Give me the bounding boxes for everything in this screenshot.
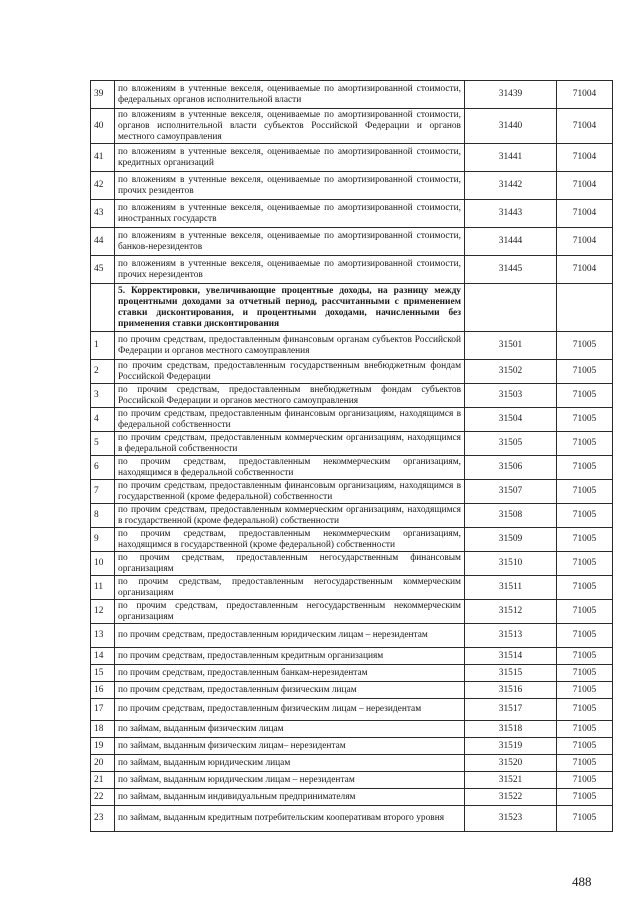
- row-description: по вложениям в учтенные векселя, оцениваемые по амортизированной стоимости, иностранных государств: [115, 200, 465, 228]
- row-code: 31502: [465, 360, 557, 384]
- row-description: по прочим средствам, предоставленным физическим лицам – нерезидентам: [115, 699, 465, 721]
- row-code: 31514: [465, 648, 557, 665]
- table-row: [91, 109, 613, 144]
- table-row: [91, 228, 613, 256]
- accounts-table: [90, 80, 613, 832]
- table-row: [91, 576, 613, 600]
- row-account: 71005: [557, 600, 613, 624]
- row-account: 71005: [557, 332, 613, 360]
- row-number: 39: [91, 81, 115, 109]
- row-description: по прочим средствам, предоставленным физическим лицам: [115, 682, 465, 699]
- row-code: 31506: [465, 456, 557, 480]
- row-number: 23: [91, 806, 115, 832]
- row-number: 19: [91, 738, 115, 755]
- row-code: 31515: [465, 665, 557, 682]
- row-number: 9: [91, 528, 115, 552]
- row-number: 22: [91, 789, 115, 806]
- table-row: [91, 144, 613, 172]
- row-number: 3: [91, 384, 115, 408]
- row-code: 31520: [465, 755, 557, 772]
- row-description: по займам, выданным физическим лицам: [115, 721, 465, 738]
- row-account: 71005: [557, 699, 613, 721]
- row-code: 31517: [465, 699, 557, 721]
- table-row: [91, 552, 613, 576]
- row-description: по прочим средствам, предоставленным банкам-нерезидентам: [115, 665, 465, 682]
- row-code: 31522: [465, 789, 557, 806]
- row-description: по прочим средствам, предоставленным государственным внебюджетным фондам Российской Федерации: [115, 360, 465, 384]
- table-row: [91, 648, 613, 665]
- row-description: по прочим средствам, предоставленным финансовым организациям, находящимся в федеральной собственности: [115, 408, 465, 432]
- row-number: 6: [91, 456, 115, 480]
- row-account: 71005: [557, 721, 613, 738]
- row-number: 15: [91, 665, 115, 682]
- row-code: 31503: [465, 384, 557, 408]
- row-code: 31510: [465, 552, 557, 576]
- table-row: [91, 432, 613, 456]
- row-number: 14: [91, 648, 115, 665]
- table-row: [91, 600, 613, 624]
- table-row: [91, 682, 613, 699]
- table-row: [91, 504, 613, 528]
- section-heading-row: [91, 284, 613, 332]
- row-account: 71004: [557, 144, 613, 172]
- row-account: 71004: [557, 109, 613, 144]
- row-description: по прочим средствам, предоставленным внебюджетным фондам субъектов Российской Федерации и органов местного самоуправления: [115, 384, 465, 408]
- table-row: [91, 384, 613, 408]
- row-account: [557, 284, 613, 332]
- row-code: 31505: [465, 432, 557, 456]
- table-row: [91, 528, 613, 552]
- row-account: 71005: [557, 504, 613, 528]
- row-number: 45: [91, 256, 115, 284]
- row-code: 31443: [465, 200, 557, 228]
- row-description: по займам, выданным юридическим лицам – нерезидентам: [115, 772, 465, 789]
- row-code: 31504: [465, 408, 557, 432]
- table-row: [91, 665, 613, 682]
- row-account: 71005: [557, 552, 613, 576]
- row-number: 18: [91, 721, 115, 738]
- row-account: 71004: [557, 172, 613, 200]
- row-account: 71005: [557, 384, 613, 408]
- row-account: 71005: [557, 456, 613, 480]
- row-description: по займам, выданным кредитным потребительским кооперативам второго уровня: [115, 806, 465, 832]
- row-account: 71004: [557, 228, 613, 256]
- row-number: 43: [91, 200, 115, 228]
- row-account: 71005: [557, 738, 613, 755]
- row-number: 13: [91, 624, 115, 648]
- table-row: [91, 480, 613, 504]
- row-code: 31439: [465, 81, 557, 109]
- row-description: по займам, выданным физическим лицам– нерезидентам: [115, 738, 465, 755]
- row-description: по прочим средствам, предоставленным некоммерческим организациям, находящимся в государственной (кроме федеральной) собственности: [115, 528, 465, 552]
- table-row: [91, 789, 613, 806]
- row-number: 44: [91, 228, 115, 256]
- table-row: [91, 200, 613, 228]
- row-code: 31445: [465, 256, 557, 284]
- row-account: 71005: [557, 789, 613, 806]
- table-row: [91, 81, 613, 109]
- row-number: 7: [91, 480, 115, 504]
- row-code: 31519: [465, 738, 557, 755]
- row-description: по прочим средствам, предоставленным негосударственным некоммерческим организациям: [115, 600, 465, 624]
- row-code: 31513: [465, 624, 557, 648]
- row-account: 71004: [557, 256, 613, 284]
- row-number: 17: [91, 699, 115, 721]
- row-account: 71005: [557, 682, 613, 699]
- row-description: по прочим средствам, предоставленным финансовым органам субъектов Российской Федерации и органов местного самоуправления: [115, 332, 465, 360]
- table-row: [91, 624, 613, 648]
- table-row: [91, 755, 613, 772]
- row-description: по прочим средствам, предоставленным коммерческим организациям, находящимся в федеральной собственности: [115, 432, 465, 456]
- row-code: 31441: [465, 144, 557, 172]
- row-account: 71005: [557, 576, 613, 600]
- row-code: 31501: [465, 332, 557, 360]
- row-account: 71005: [557, 624, 613, 648]
- row-description: по вложениям в учтенные векселя, оцениваемые по амортизированной стоимости, федеральных органов исполнительной власти: [115, 81, 465, 109]
- row-account: 71005: [557, 480, 613, 504]
- row-code: 31507: [465, 480, 557, 504]
- row-number: 5: [91, 432, 115, 456]
- row-description: по прочим средствам, предоставленным юридическим лицам – нерезидентам: [115, 624, 465, 648]
- table-row: [91, 806, 613, 832]
- row-account: 71005: [557, 755, 613, 772]
- table-row: [91, 172, 613, 200]
- row-description: по прочим средствам, предоставленным негосударственным финансовым организациям: [115, 552, 465, 576]
- row-number: 10: [91, 552, 115, 576]
- row-account: 71005: [557, 806, 613, 832]
- table-row: [91, 738, 613, 755]
- row-code: 31440: [465, 109, 557, 144]
- table-row: [91, 256, 613, 284]
- row-number: 11: [91, 576, 115, 600]
- row-description: 5. Корректировки, увеличивающие процентные доходы, на разницу между процентными доходами за отчетный период, рассчитанными с применением ставки дисконтирования, и процентными доходами, начисленными без применения ставки дисконтирования: [115, 284, 465, 332]
- page-number: 488: [572, 874, 592, 889]
- row-account: 71004: [557, 81, 613, 109]
- row-code: [465, 284, 557, 332]
- row-number: 16: [91, 682, 115, 699]
- table-row: [91, 772, 613, 789]
- row-description: по прочим средствам, предоставленным негосударственным коммерческим организациям: [115, 576, 465, 600]
- row-description: по прочим средствам, предоставленным кредитным организациям: [115, 648, 465, 665]
- row-account: 71005: [557, 528, 613, 552]
- row-number: 4: [91, 408, 115, 432]
- table-row: [91, 721, 613, 738]
- row-number: 12: [91, 600, 115, 624]
- row-code: 31508: [465, 504, 557, 528]
- row-number: 20: [91, 755, 115, 772]
- table-row: [91, 408, 613, 432]
- row-description: по прочим средствам, предоставленным некоммерческим организациям, находящимся в федеральной собственности: [115, 456, 465, 480]
- row-account: 71005: [557, 665, 613, 682]
- row-number: 40: [91, 109, 115, 144]
- row-account: 71005: [557, 360, 613, 384]
- row-code: 31516: [465, 682, 557, 699]
- row-number: [91, 284, 115, 332]
- row-number: 21: [91, 772, 115, 789]
- row-description: по вложениям в учтенные векселя, оцениваемые по амортизированной стоимости, банков-нерезидентов: [115, 228, 465, 256]
- row-code: 31512: [465, 600, 557, 624]
- row-code: 31521: [465, 772, 557, 789]
- row-code: 31509: [465, 528, 557, 552]
- row-description: по займам, выданным индивидуальным предпринимателям: [115, 789, 465, 806]
- row-code: 31511: [465, 576, 557, 600]
- row-number: 42: [91, 172, 115, 200]
- row-code: 31444: [465, 228, 557, 256]
- row-account: 71005: [557, 772, 613, 789]
- row-account: 71005: [557, 648, 613, 665]
- row-account: 71005: [557, 432, 613, 456]
- row-description: по вложениям в учтенные векселя, оцениваемые по амортизированной стоимости, органов исполнительной власти субъектов Российской Федерации и органов местного самоуправления: [115, 109, 465, 144]
- row-description: по займам, выданным юридическим лицам: [115, 755, 465, 772]
- row-description: по вложениям в учтенные векселя, оцениваемые по амортизированной стоимости, прочих нерезидентов: [115, 256, 465, 284]
- row-description: по прочим средствам, предоставленным коммерческим организациям, находящимся в государственной (кроме федеральной) собственности: [115, 504, 465, 528]
- row-number: 8: [91, 504, 115, 528]
- table-body: [91, 81, 613, 832]
- row-code: 31442: [465, 172, 557, 200]
- table-row: [91, 332, 613, 360]
- row-number: 2: [91, 360, 115, 384]
- row-description: по вложениям в учтенные векселя, оцениваемые по амортизированной стоимости, кредитных организаций: [115, 144, 465, 172]
- row-description: по прочим средствам, предоставленным финансовым организациям, находящимся в государственной (кроме федеральной) собственности: [115, 480, 465, 504]
- table-row: [91, 456, 613, 480]
- row-code: 31523: [465, 806, 557, 832]
- row-description: по вложениям в учтенные векселя, оцениваемые по амортизированной стоимости, прочих резидентов: [115, 172, 465, 200]
- table-row: [91, 360, 613, 384]
- row-number: 1: [91, 332, 115, 360]
- row-number: 41: [91, 144, 115, 172]
- row-account: 71005: [557, 408, 613, 432]
- row-account: 71004: [557, 200, 613, 228]
- table-row: [91, 699, 613, 721]
- row-code: 31518: [465, 721, 557, 738]
